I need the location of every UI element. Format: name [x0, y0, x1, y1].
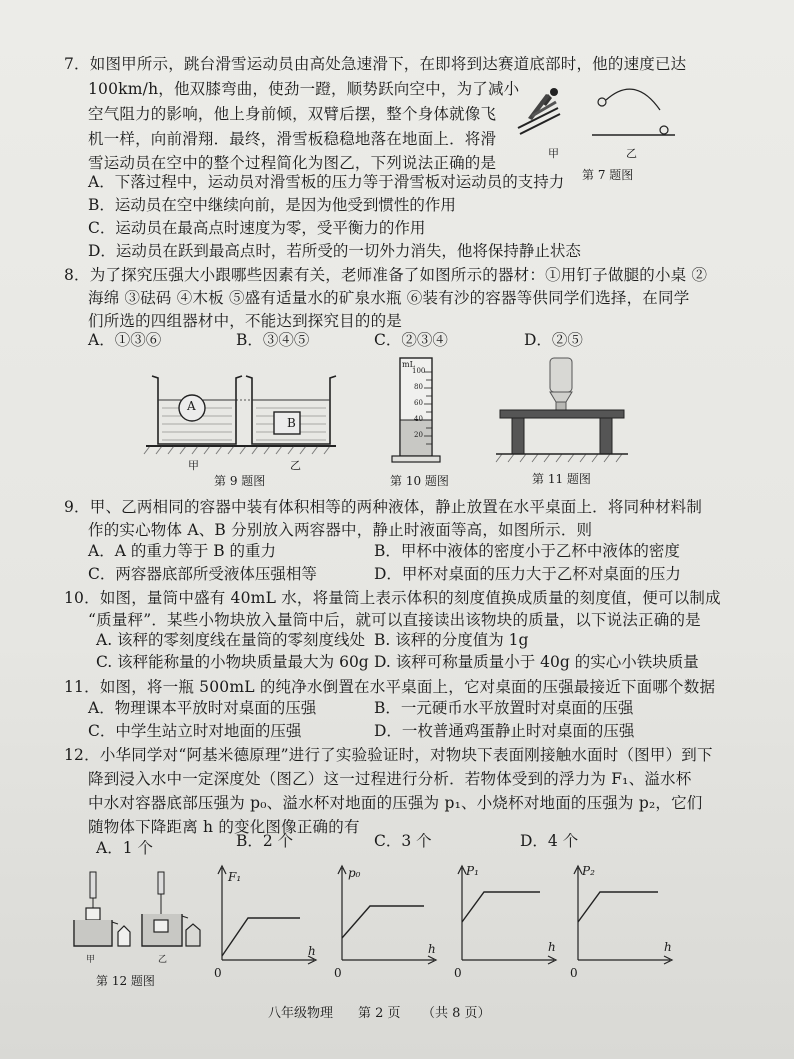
q7-line-1: 7．如图甲所示，跳台滑雪运动员由高处急速滑下，在即将到达赛道底部时，他的速度已达	[64, 55, 687, 73]
q12-line-3: 中水对容器底部压强为 p₀、溢水杯对地面的压强为 p₁、小烧杯对地面的压强为 p₂，它们	[88, 794, 703, 812]
footer-subject: 八年级物理	[268, 1006, 334, 1021]
q7-option-a: A．下落过程中，运动员对滑雪板的压力等于滑雪板对运动员的支持力	[88, 173, 565, 191]
q10-line-1: 10．如图，量筒中盛有 40mL 水，将量筒上表示体积的刻度值换成质量的刻度值，便可以制成	[64, 589, 721, 607]
q11-figure	[494, 354, 630, 466]
q12-option-c: C．3 个	[374, 832, 432, 850]
q12-graph-p1	[452, 862, 562, 972]
q10-option-c: C. 该秤能称量的小物块质量最大为 60g	[96, 653, 369, 671]
q8-option-a: A．①③⑥	[88, 331, 162, 349]
q11-option-d: D．一枚普通鸡蛋静止时对桌面的压强	[374, 722, 635, 740]
trajectory-diagram	[592, 89, 675, 135]
q11-line-1: 11．如图，将一瓶 500mL 的纯净水倒置在水平桌面上，它对桌面的压强最接近下面哪个数据	[64, 678, 716, 696]
q12-apparatus-figure	[68, 870, 208, 954]
q9-option-a: A．A 的重力等于 B 的重力	[88, 542, 277, 560]
q12-graph3-xlabel: h	[548, 940, 556, 954]
q8-option-d: D．②⑤	[524, 331, 583, 349]
q12-graph1-xlabel: h	[308, 944, 316, 958]
q7-figure	[510, 80, 690, 160]
footer-page: 第 2 页	[358, 1006, 401, 1021]
q10-option-b: B. 该秤的分度值为 1g	[374, 631, 529, 649]
q8-option-c: C．②③④	[374, 331, 448, 349]
q12-graph1-ylabel: F₁	[228, 870, 242, 884]
q12-line-4: 随物体下降距离 h 的变化图像正确的有	[88, 818, 360, 836]
q12-graph2-origin: 0	[334, 966, 342, 980]
q10-tick-80: 80	[414, 383, 423, 391]
q12-graph3-origin: 0	[454, 966, 462, 980]
q9-caption: 第 9 题图	[214, 474, 266, 488]
q11-option-c: C．中学生站立时对地面的压强	[88, 722, 302, 740]
q7-line-3: 空气阻力的影响，他上身前倾，双臂后摆，整个身体就像飞	[88, 105, 497, 123]
q10-tick-100: 100	[412, 367, 426, 375]
q12-option-a: A．1 个	[96, 839, 153, 857]
q12-graph-p2	[568, 862, 678, 972]
q7-option-c: C．运动员在最高点时速度为零，受平衡力的作用	[88, 219, 426, 237]
inverted-bottle-image	[550, 358, 572, 410]
q8-option-b: B．③④⑤	[236, 331, 310, 349]
q10-line-2: “质量秤”．某些小物块放入量筒中后，就可以直接读出该物块的质量，以下说法正确的是	[88, 611, 701, 629]
q9-label-b: B	[287, 416, 296, 430]
q12-line-2: 降到浸入水中一定深度处（图乙）这一过程进行分析．若物体受到的浮力为 F₁、溢水杯	[88, 770, 692, 788]
q9-label-a: A	[187, 399, 196, 413]
q12-graph3-ylabel: P₁	[466, 864, 479, 878]
q12-label-yi: 乙	[158, 955, 168, 965]
q7-option-b: B．运动员在空中继续向前，是因为他受到惯性的作用	[88, 196, 456, 214]
q9-figure	[140, 364, 340, 456]
q10-option-a: A. 该秤的零刻度线在量筒的零刻度线处	[96, 631, 366, 649]
q9-line-1: 9．甲、乙两相同的容器中装有体积相等的两种液体，静止放置在水平桌面上．将同种材料制	[64, 498, 703, 516]
q9-label-jia: 甲	[188, 459, 199, 472]
q9-line-2: 作的实心物体 A、B 分别放入两容器中，静止时液面等高，如图所示．则	[88, 521, 593, 539]
q8-line-2: 海绵 ③砝码 ④木板 ⑤盛有适量水的矿泉水瓶 ⑥装有沙的容器等供同学们选择，在同学	[88, 289, 690, 307]
q7-line-4: 机一样，向前滑翔．最终，滑雪板稳稳地落在地面上．将滑	[88, 130, 497, 148]
q10-tick-60: 60	[414, 399, 423, 407]
q8-line-1: 8．为了探究压强大小跟哪些因素有关，老师准备了如图所示的器材：①用钉子做腿的小桌 ②	[64, 266, 708, 284]
q7-caption: 第 7 题图	[582, 168, 634, 182]
q12-option-d: D．4 个	[520, 832, 579, 850]
q7-label-yi: 乙	[626, 147, 637, 160]
q10-unit: mL	[402, 360, 415, 369]
footer-total: （共 8 页）	[422, 1006, 491, 1021]
q12-graph2-xlabel: h	[428, 942, 436, 956]
q12-option-b: B．2 个	[236, 832, 294, 850]
q10-option-d: D. 该秤可称量质量小于 40g 的实心小铁块质量	[374, 653, 699, 671]
q7-line-5: 雪运动员在空中的整个过程简化为图乙，下列说法正确的是	[88, 154, 497, 172]
q12-caption: 第 12 题图	[96, 974, 155, 988]
q9-option-c: C．两容器底部所受液体压强相等	[88, 565, 317, 583]
q11-option-a: A．物理课本平放时对桌面的压强	[88, 699, 317, 717]
q10-tick-20: 20	[414, 431, 423, 439]
q12-label-jia: 甲	[86, 955, 96, 965]
q9-label-yi: 乙	[290, 459, 301, 472]
q9-option-d: D．甲杯对桌面的压力大于乙杯对桌面的压力	[374, 565, 681, 583]
q12-graph2-ylabel: p₀	[348, 866, 361, 880]
q10-tick-40: 40	[414, 415, 423, 423]
q12-graph4-xlabel: h	[664, 940, 672, 954]
q11-option-b: B．一元硬币水平放置时对桌面的压强	[374, 699, 634, 717]
q12-graph1-origin: 0	[214, 966, 222, 980]
q9-option-b: B．甲杯中液体的密度小于乙杯中液体的密度	[374, 542, 680, 560]
q12-line-1: 12．小华同学对“阿基米德原理”进行了实验验证时，对物块下表面刚接触水面时（图甲）到下	[64, 746, 713, 764]
q7-label-jia: 甲	[548, 147, 559, 160]
q12-graph4-origin: 0	[570, 966, 578, 980]
q7-option-d: D．运动员在跃到最高点时，若所受的一切外力消失，他将保持静止状态	[88, 242, 581, 260]
q8-line-3: 们所选的四组器材中，不能达到探究目的的是	[88, 312, 403, 330]
q12-graph4-ylabel: P₂	[582, 864, 595, 878]
skier-image	[518, 88, 560, 134]
q11-caption: 第 11 题图	[532, 472, 591, 486]
q7-line-2: 100km/h，他双膝弯曲，使劲一蹬，顺势跃向空中，为了减小	[88, 80, 520, 98]
q10-caption: 第 10 题图	[390, 474, 449, 488]
